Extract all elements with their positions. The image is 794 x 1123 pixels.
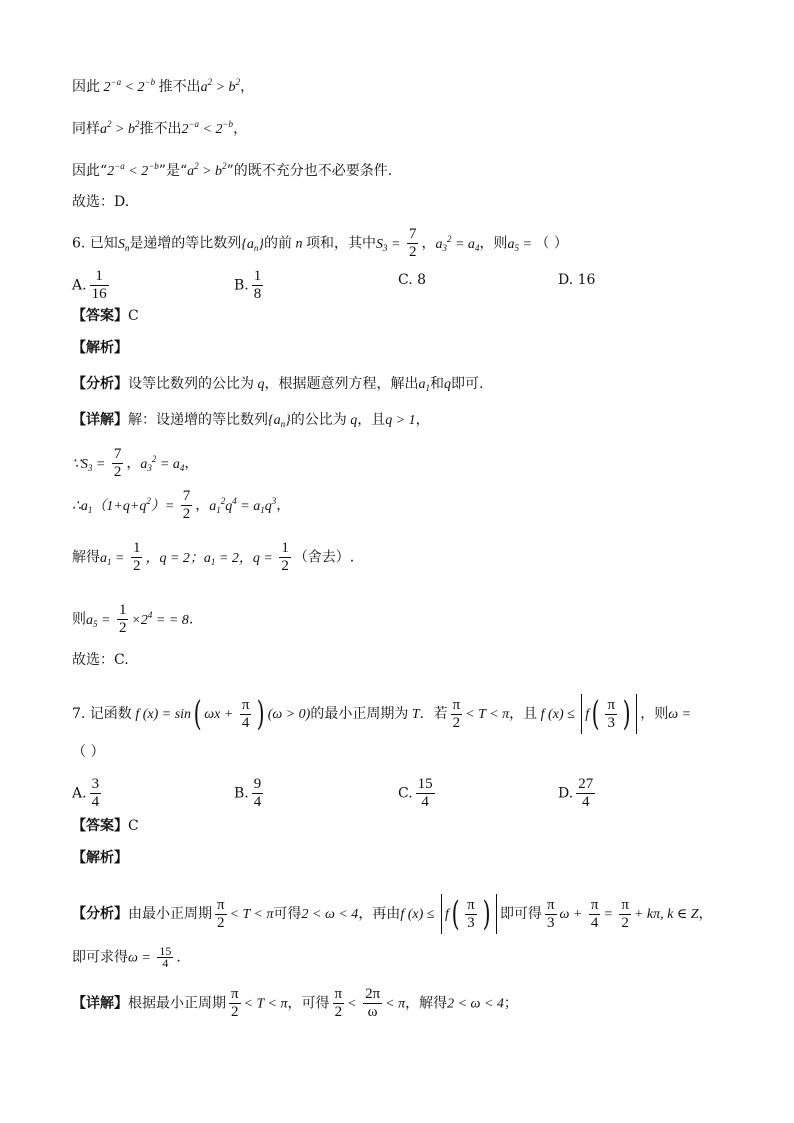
- q6-fenxi: 【分析】设等比数列的公比为 q，根据题意列方程，解出$a_1$和q即可.: [72, 376, 484, 393]
- math: $2^{-a} < 2^{-b}$: [100, 77, 156, 95]
- q7-option-d[interactable]: D. $\frac{27}{4}$: [558, 776, 594, 810]
- choose-c-line: 故选：C.: [72, 652, 129, 668]
- q6-solve: 解得$a_1$ = $\frac{1}{2}$ ，q = 2；$a_1 = 2$，q = $\frac{1}{2}$ （舍去）.: [72, 540, 355, 574]
- q7-fenxi-2: 即可求得ω = $\frac{15}{4}$ .: [72, 944, 181, 970]
- q7-answer: 【答案】C: [72, 818, 139, 834]
- q6-analysis-tag: 【解析】: [72, 340, 128, 356]
- math: $a^2 > b^2$: [100, 119, 140, 137]
- q6-stem: 6. 已知$S_n$是递增的等比数列$\{a_n\}$的前 n 项和，其中$S_3$ = $\frac{7}{2}$ ，$a_3^2 = a_4$，则$a_5$ = （ ）: [72, 226, 568, 260]
- text-line-1: 因此 $2^{-a} < 2^{-b}$ 推不出$a^2 > b^2$，: [72, 77, 255, 95]
- q6-answer: 【答案】C: [72, 308, 139, 324]
- q7-analysis-tag: 【解析】: [72, 850, 128, 866]
- math: $a^2 > b^2$: [200, 77, 241, 95]
- q6-option-a[interactable]: A. $\frac{1}{16}$: [72, 268, 107, 302]
- q6-option-b[interactable]: B. $\frac{1}{8}$: [234, 268, 262, 302]
- math: $2^{-a} < 2^{-b}$: [181, 119, 234, 137]
- q7-fenxi: 【分析】由最小正周期 $\frac{\pi}{2}$ < T < π可得2 < ω < 4，再由f (x) ≤ f( $\frac{\pi}{3}$ ) 即可得 $\frac{\pi}{3}$ ω + $\frac{\pi}{4}$ = $\frac{\pi}{2}$ + kπ, k ∈ Z，: [72, 894, 713, 934]
- q7-option-c[interactable]: C. $\frac{15}{4}$: [398, 776, 433, 810]
- q6-xiangjie: 【详解】解：设递增的等比数列$\{a_n\}$的公比为 q，且q > 1，: [72, 412, 430, 429]
- q7-option-a[interactable]: A. $\frac{3}{4}$: [72, 776, 100, 810]
- text-line-3: 因此“$2^{-a} < 2^{-b}$”是“$a^2 > b^2$”的既不充分也不必要条件.: [72, 161, 393, 179]
- q6-option-d[interactable]: D. 16: [558, 272, 596, 288]
- choose-d-line: 故选：D.: [72, 194, 130, 210]
- q7-xiangjie: 【详解】根据最小正周期 $\frac{\pi}{2}$ < T < π，可得 $\frac{\pi}{2}$ < $\frac{2\pi}{\omega}$ < π，解得2 < ω < 4；: [72, 986, 518, 1020]
- math: $a^2 > b^2$: [187, 161, 227, 179]
- q7-paren: （ ）: [72, 744, 105, 760]
- q6-eq-2: $\therefore a_1(1+q+q^2)=$ $\frac{7}{2}$ ，$a_1^2q^4 = a_1q^3$，: [72, 488, 291, 522]
- text-line-2: 同样$a^2 > b^2$推不出$2^{-a} < 2^{-b}$，: [72, 119, 248, 137]
- math: $2^{-a} < 2^{-b}$: [107, 161, 159, 179]
- q7-stem: 7. 记函数 f (x) = sin( ωx + $\frac{\pi}{4}$ ) (ω > 0)的最小正周期为 T．若 $\frac{\pi}{2}$ < T < π，且 f (x) ≤ f( $\frac{\pi}{3}$ ) ，则ω =: [72, 694, 692, 734]
- q7-option-b[interactable]: B. $\frac{9}{4}$: [234, 776, 262, 810]
- q6-option-c[interactable]: C. 8: [398, 272, 427, 288]
- q6-eq-1: $\because S_3$ = $\frac{7}{2}$ ，$a_3^2 = a_4$，: [72, 446, 199, 480]
- q6-result: 则$a_5$ = $\frac{1}{2}$ $\times 2^4$ = = 8.: [72, 602, 194, 636]
